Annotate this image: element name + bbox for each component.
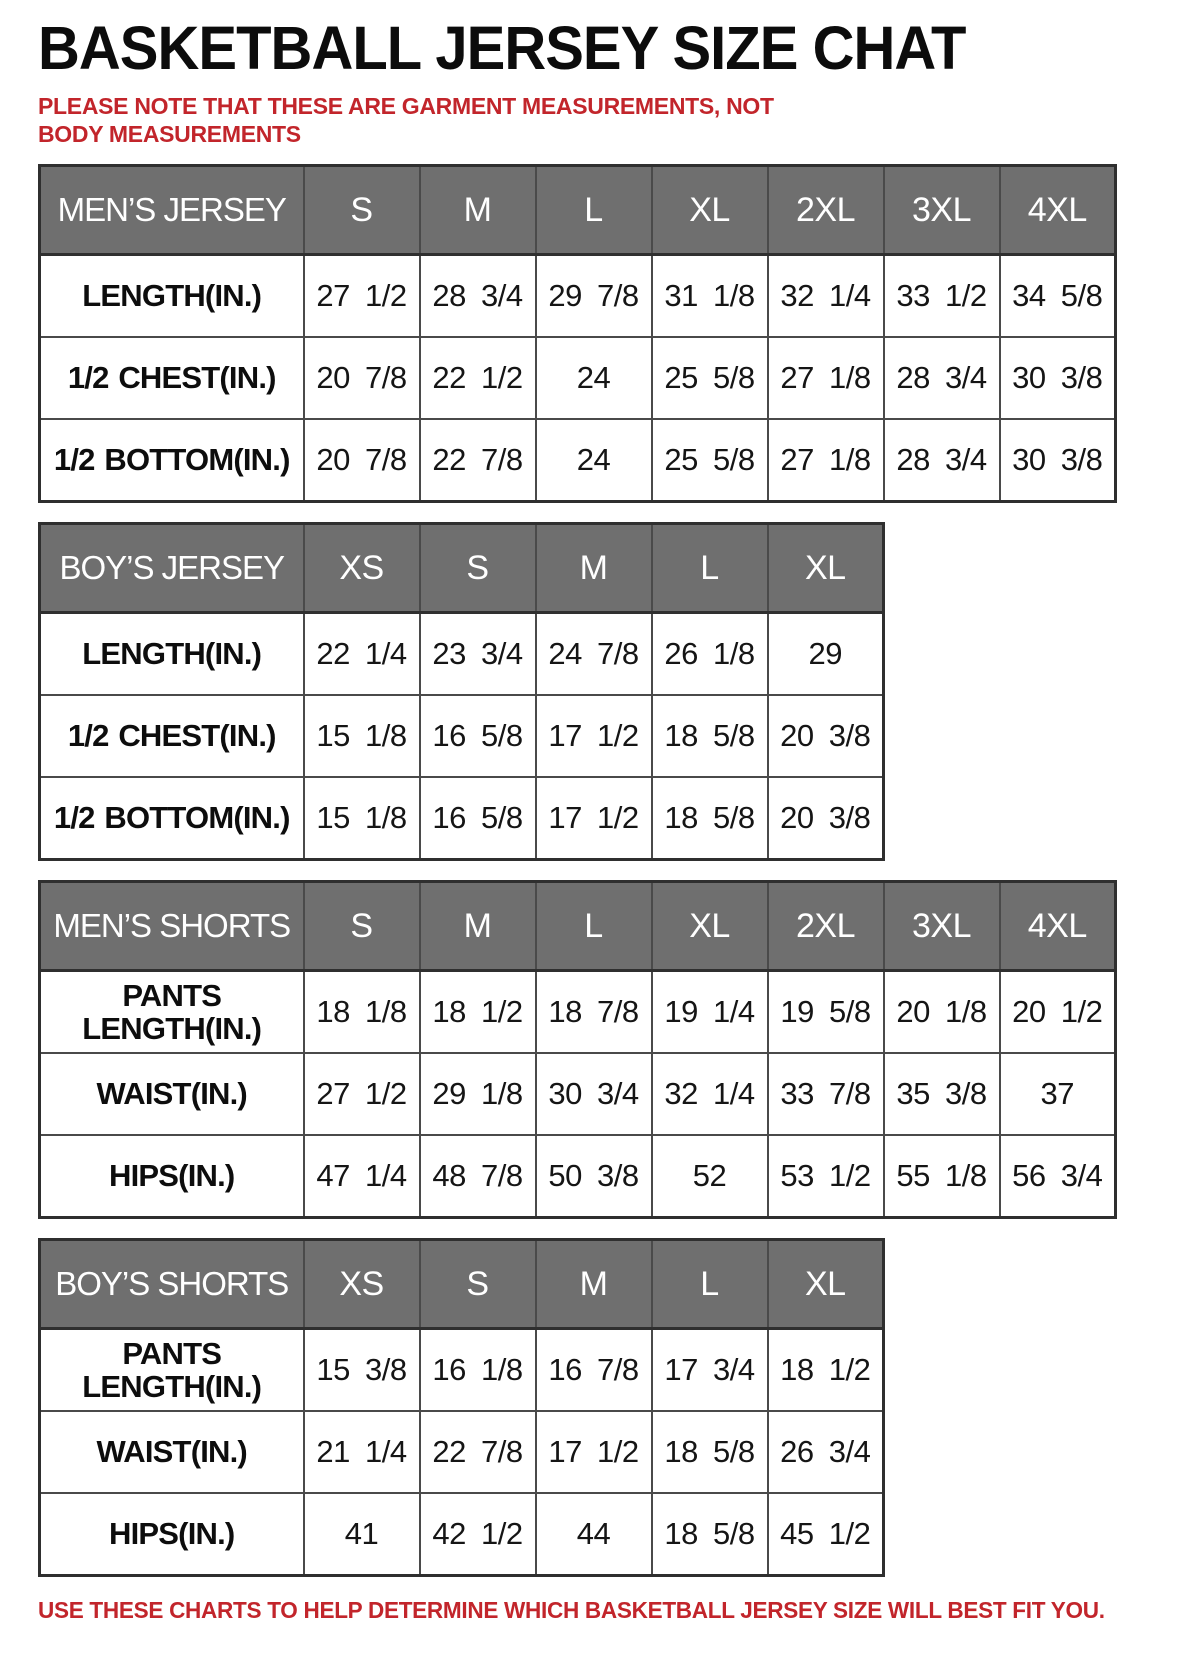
size-value: 18 1/2: [768, 1329, 884, 1412]
boys-shorts-header-row: [40, 1240, 884, 1329]
size-value: 18 1/2: [420, 971, 536, 1054]
size-column-header: L: [536, 166, 652, 255]
mens-shorts-header-row: [40, 882, 1116, 971]
row-label: LENGTH(IN.): [40, 255, 304, 338]
measurement-row: [40, 1411, 884, 1493]
size-value: 22 1/2: [420, 337, 536, 419]
size-column-header: L: [536, 882, 652, 971]
size-value: 15 3/8: [304, 1329, 420, 1412]
size-value: 22 1/4: [304, 613, 420, 696]
size-value: 27 1/8: [768, 337, 884, 419]
row-label: WAIST(IN.): [40, 1411, 304, 1493]
row-label: PANTS LENGTH(IN.): [40, 971, 304, 1054]
size-value: 26 1/8: [652, 613, 768, 696]
size-value: 24 7/8: [536, 613, 652, 696]
size-column-header: L: [652, 524, 768, 613]
boys-jersey-table: [38, 522, 885, 861]
size-value: 34 5/8: [1000, 255, 1116, 338]
measurement-row: [40, 1053, 1116, 1135]
size-value: 18 5/8: [652, 695, 768, 777]
size-value: 32 1/4: [652, 1053, 768, 1135]
size-value: 16 5/8: [420, 695, 536, 777]
row-label: HIPS(IN.): [40, 1135, 304, 1218]
size-value: 17 1/2: [536, 777, 652, 860]
size-value: 22 7/8: [420, 1411, 536, 1493]
size-column-header: XL: [652, 166, 768, 255]
size-value: 17 1/2: [536, 695, 652, 777]
size-value: 28 3/4: [884, 419, 1000, 502]
size-value: 18 5/8: [652, 1411, 768, 1493]
size-value: 20 7/8: [304, 419, 420, 502]
row-label: HIPS(IN.): [40, 1493, 304, 1576]
size-value: 15 1/8: [304, 777, 420, 860]
size-value: 16 5/8: [420, 777, 536, 860]
size-value: 30 3/8: [1000, 419, 1116, 502]
size-value: 17 1/2: [536, 1411, 652, 1493]
measurement-row: [40, 1329, 884, 1412]
boys-jersey-header-row: [40, 524, 884, 613]
size-column-header: S: [304, 882, 420, 971]
size-value: 21 1/4: [304, 1411, 420, 1493]
measurement-row: [40, 419, 1116, 502]
size-value: 28 3/4: [884, 337, 1000, 419]
size-value: 15 1/8: [304, 695, 420, 777]
size-value: 55 1/8: [884, 1135, 1000, 1218]
row-label: 1/2 BOTTOM(IN.): [40, 777, 304, 860]
size-column-header: 3XL: [884, 882, 1000, 971]
mens-shorts-table: [38, 880, 1117, 1219]
size-value: 20 7/8: [304, 337, 420, 419]
size-value: 32 1/4: [768, 255, 884, 338]
size-value: 44: [536, 1493, 652, 1576]
row-label: 1/2 CHEST(IN.): [40, 695, 304, 777]
size-value: 25 5/8: [652, 337, 768, 419]
page-title: BASKETBALL JERSEY SIZE CHAT: [38, 14, 966, 82]
row-label: PANTS LENGTH(IN.): [40, 1329, 304, 1412]
measurement-row: [40, 971, 1116, 1054]
size-value: 19 5/8: [768, 971, 884, 1054]
size-value: 45 1/2: [768, 1493, 884, 1576]
size-column-header: 2XL: [768, 166, 884, 255]
measurement-row: [40, 255, 1116, 338]
size-value: 31 1/8: [652, 255, 768, 338]
size-value: 30 3/4: [536, 1053, 652, 1135]
measurement-row: [40, 695, 884, 777]
size-column-header: 3XL: [884, 166, 1000, 255]
tables-container: [38, 164, 1170, 1577]
size-value: 18 1/8: [304, 971, 420, 1054]
size-value: 29 7/8: [536, 255, 652, 338]
size-value: 29 1/8: [420, 1053, 536, 1135]
measurement-row: [40, 613, 884, 696]
size-column-header: XS: [304, 524, 420, 613]
size-value: 18 7/8: [536, 971, 652, 1054]
size-value: 18 5/8: [652, 777, 768, 860]
size-value: 48 7/8: [420, 1135, 536, 1218]
size-value: 33 7/8: [768, 1053, 884, 1135]
size-value: 42 1/2: [420, 1493, 536, 1576]
size-column-header: XL: [768, 1240, 884, 1329]
size-value: 27 1/8: [768, 419, 884, 502]
size-value: 52: [652, 1135, 768, 1218]
size-value: 24: [536, 419, 652, 502]
mens-shorts-title-cell: MEN’S SHORTS: [40, 882, 304, 971]
measurement-row: [40, 1135, 1116, 1218]
size-value: 50 3/8: [536, 1135, 652, 1218]
size-value: 26 3/4: [768, 1411, 884, 1493]
size-column-header: L: [652, 1240, 768, 1329]
size-value: 20 1/2: [1000, 971, 1116, 1054]
size-value: 17 3/4: [652, 1329, 768, 1412]
size-value: 23 3/4: [420, 613, 536, 696]
measurement-row: [40, 337, 1116, 419]
size-column-header: XS: [304, 1240, 420, 1329]
row-label: LENGTH(IN.): [40, 613, 304, 696]
size-column-header: XL: [652, 882, 768, 971]
boys-jersey-title-cell: BOY’S JERSEY: [40, 524, 304, 613]
size-value: 18 5/8: [652, 1493, 768, 1576]
size-column-header: M: [420, 882, 536, 971]
size-column-header: XL: [768, 524, 884, 613]
size-value: 53 1/2: [768, 1135, 884, 1218]
measurement-row: [40, 777, 884, 860]
size-value: 41: [304, 1493, 420, 1576]
size-value: 24: [536, 337, 652, 419]
size-column-header: S: [420, 524, 536, 613]
size-value: 37: [1000, 1053, 1116, 1135]
size-column-header: S: [304, 166, 420, 255]
row-label: 1/2 CHEST(IN.): [40, 337, 304, 419]
size-column-header: M: [420, 166, 536, 255]
size-column-header: 4XL: [1000, 166, 1116, 255]
size-value: 20 1/8: [884, 971, 1000, 1054]
size-value: 16 1/8: [420, 1329, 536, 1412]
mens-jersey-title-cell: MEN’S JERSEY: [40, 166, 304, 255]
size-value: 47 1/4: [304, 1135, 420, 1218]
boys-shorts-table: [38, 1238, 885, 1577]
size-value: 16 7/8: [536, 1329, 652, 1412]
size-value: 20 3/8: [768, 777, 884, 860]
size-value: 33 1/2: [884, 255, 1000, 338]
size-column-header: 4XL: [1000, 882, 1116, 971]
size-column-header: 2XL: [768, 882, 884, 971]
measurement-row: [40, 1493, 884, 1576]
size-column-header: S: [420, 1240, 536, 1329]
mens-jersey-header-row: [40, 166, 1116, 255]
size-value: 27 1/2: [304, 1053, 420, 1135]
size-value: 28 3/4: [420, 255, 536, 338]
garment-measurement-note: PLEASE NOTE THAT THESE ARE GARMENT MEASUREMENTS, NOT BODY MEASUREMENTS: [38, 93, 774, 148]
boys-shorts-title-cell: BOY’S SHORTS: [40, 1240, 304, 1329]
size-value: 20 3/8: [768, 695, 884, 777]
size-value: 19 1/4: [652, 971, 768, 1054]
size-value: 22 7/8: [420, 419, 536, 502]
size-value: 29: [768, 613, 884, 696]
size-value: 30 3/8: [1000, 337, 1116, 419]
fit-advice-note: USE THESE CHARTS TO HELP DETERMINE WHICH BASKETBALL JERSEY SIZE WILL BEST FIT YOU.: [38, 1597, 1105, 1624]
size-column-header: M: [536, 524, 652, 613]
mens-jersey-table: [38, 164, 1117, 503]
size-value: 25 5/8: [652, 419, 768, 502]
size-column-header: M: [536, 1240, 652, 1329]
row-label: 1/2 BOTTOM(IN.): [40, 419, 304, 502]
size-value: 27 1/2: [304, 255, 420, 338]
row-label: WAIST(IN.): [40, 1053, 304, 1135]
size-value: 35 3/8: [884, 1053, 1000, 1135]
size-value: 56 3/4: [1000, 1135, 1116, 1218]
